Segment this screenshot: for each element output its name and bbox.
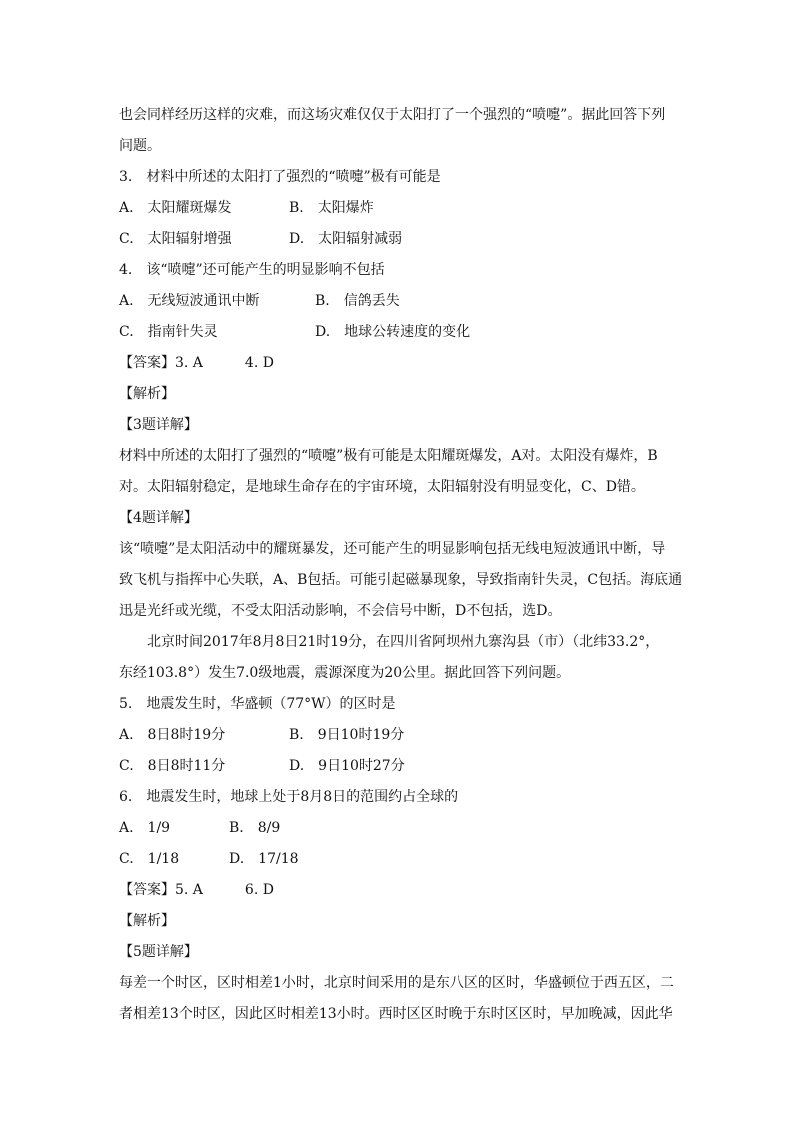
- paragraph-line: 东经103.8°）发生7.0级地震，震源深度为20公里。据此回答下列问题。: [119, 665, 571, 681]
- q6-option-d: D. 17/18: [229, 851, 299, 867]
- paragraph-line: 迅是光纤或光缆，不受太阳活动影响，不会信号中断，D不包括，选D。: [119, 603, 562, 619]
- paragraph-line: 每差一个时区，区时相差1小时，北京时间采用的是东八区的区时，华盛顿位于西五区，二: [119, 975, 674, 991]
- q3-option-d: D. 太阳辐射减弱: [289, 231, 403, 247]
- paragraph-line: 致飞机与指挥中心失联，A、B包括。可能引起磁暴现象，导致指南针失灵，C包括。海底通: [119, 572, 683, 588]
- q5-option-b: B. 9日10时19分: [289, 727, 405, 743]
- question-4: 4. 该“喷嚏”还可能产生的明显影响不包括: [119, 262, 385, 278]
- q6-option-c: C. 1/18: [119, 851, 180, 867]
- q4-option-a: A. 无线短波通讯中断: [119, 293, 260, 309]
- analysis-heading: 【解析】: [119, 913, 175, 929]
- answer-line: 【答案】5. A 6. D: [119, 882, 274, 898]
- paragraph-line: 材料中所述的太阳打了强烈的“喷嚏”极有可能是太阳耀斑爆发，A对。太阳没有爆炸，B: [119, 448, 658, 464]
- answer-line: 【答案】3. A 4. D: [119, 355, 274, 371]
- q6-option-a: A. 1/9: [119, 820, 171, 836]
- q4-option-d: D. 地球公转速度的变化: [315, 324, 471, 340]
- q3-option-a: A. 太阳耀斑爆发: [119, 200, 232, 216]
- paragraph-line: 也会同样经历这样的灾难，而这场灾难仅仅于太阳打了一个强烈的“喷嚏”。据此回答下列: [119, 107, 666, 123]
- paragraph-line: 对。太阳辐射稳定，是地球生命存在的宇宙环境，太阳辐射没有明显变化，C、D错。: [119, 479, 645, 495]
- q3-option-b: B. 太阳爆炸: [289, 200, 374, 216]
- paragraph-line: 者相差13个时区，因此区时相差13小时。西时区区时晚于东时区区时，早加晚减，因此华: [119, 1006, 673, 1022]
- q4-option-b: B. 信鸽丢失: [315, 293, 400, 309]
- q5-option-a: A. 8日8时19分: [119, 727, 226, 743]
- paragraph-line: 问题。: [119, 138, 161, 154]
- detail-heading-4: 【4题详解】: [119, 510, 198, 526]
- question-5: 5. 地震发生时，华盛顿（77°W）的区时是: [119, 696, 396, 712]
- analysis-heading: 【解析】: [119, 386, 175, 402]
- q6-option-b: B. 8/9: [229, 820, 281, 836]
- question-6: 6. 地震发生时，地球上处于8月8日的范围约占全球的: [119, 789, 459, 805]
- q3-option-c: C. 太阳辐射增强: [119, 231, 232, 247]
- detail-heading-5: 【5题详解】: [119, 944, 198, 960]
- paragraph-line: 该“喷嚏”是太阳活动中的耀斑暴发，还可能产生的明显影响包括无线电短波通讯中断，导: [119, 541, 666, 557]
- material-paragraph: 北京时间2017年8月8日21时19分，在四川省阿坝州九寨沟县（市）（北纬33.2°，: [147, 634, 660, 650]
- question-3: 3. 材料中所述的太阳打了强烈的“喷嚏”极有可能是: [119, 169, 441, 185]
- detail-heading-3: 【3题详解】: [119, 417, 198, 433]
- q5-option-d: D. 9日10时27分: [289, 758, 405, 774]
- q4-option-c: C. 指南针失灵: [119, 324, 218, 340]
- q5-option-c: C. 8日8时11分: [119, 758, 226, 774]
